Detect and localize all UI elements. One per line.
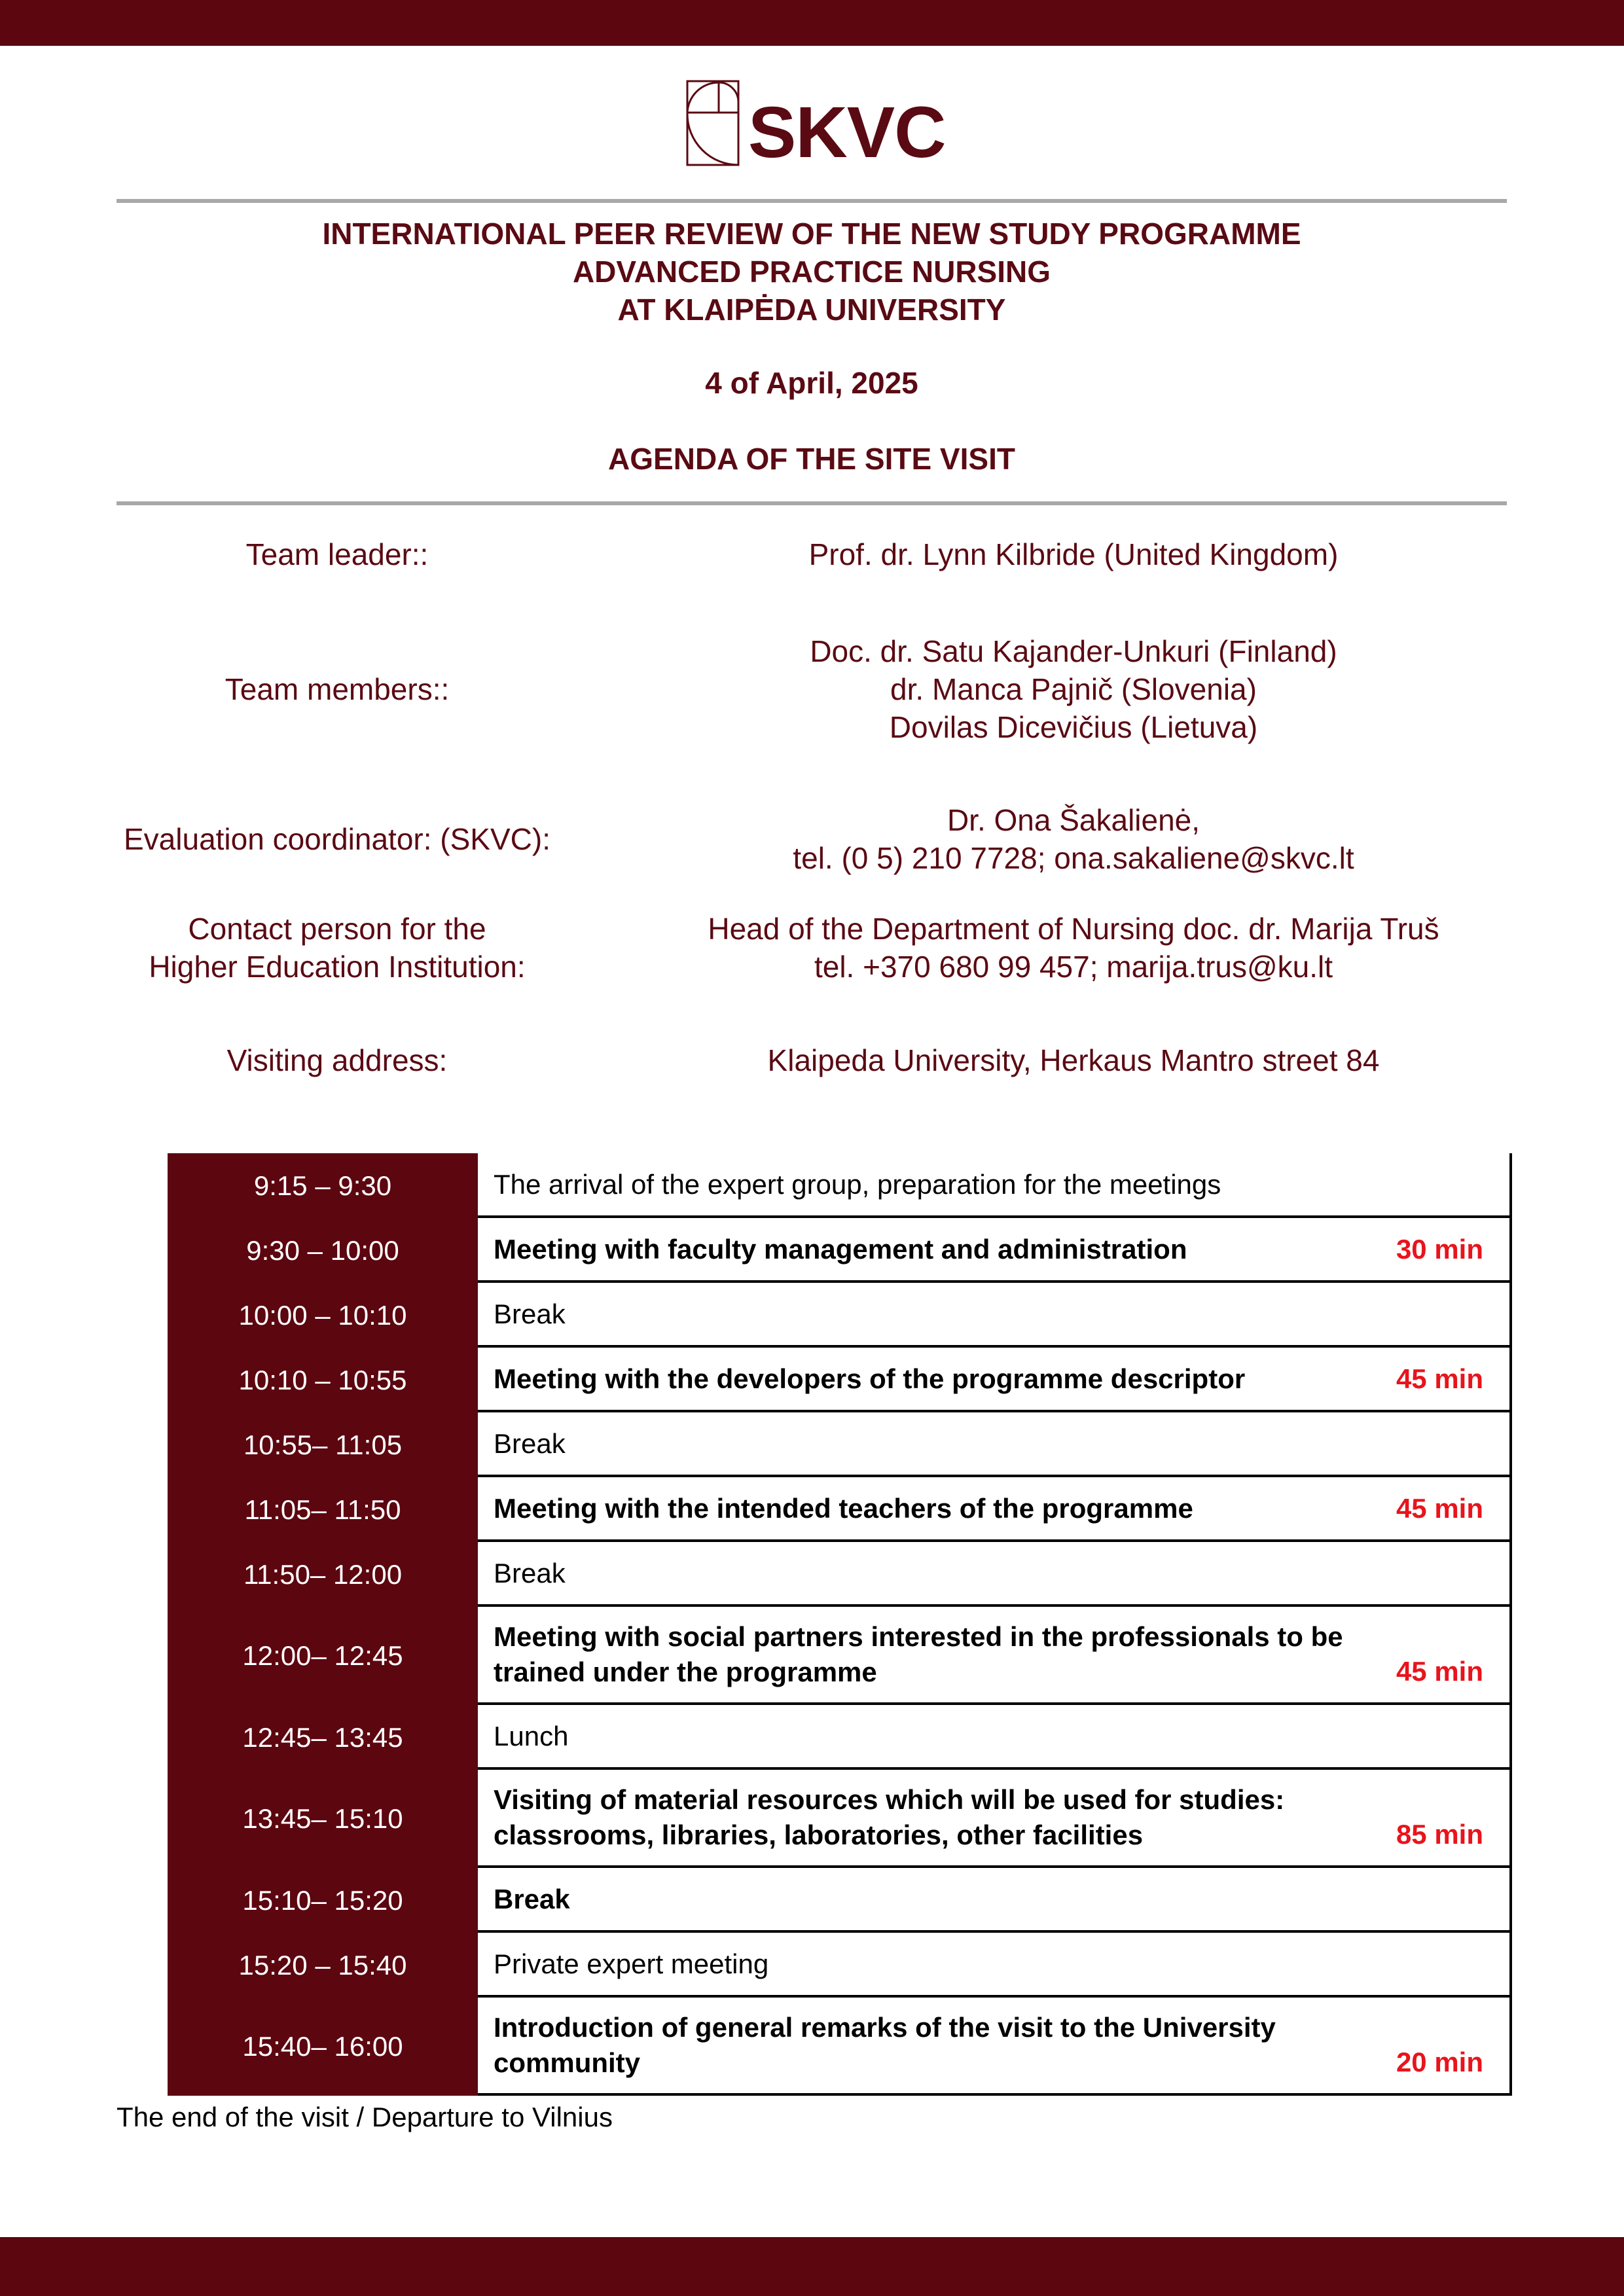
logo-text: SKVC bbox=[748, 92, 946, 173]
activity-cell bbox=[478, 1542, 1512, 1607]
time-slot: 15:40– 16:00 bbox=[168, 1998, 478, 2096]
title-line: INTERNATIONAL PEER REVIEW OF THE NEW STUDY PROGRAMME bbox=[322, 217, 1301, 251]
activity-text: Meeting with the intended teachers of the programme bbox=[494, 1492, 1193, 1524]
agenda-title: AGENDA OF THE SITE VISIT bbox=[608, 442, 1015, 476]
time-slot: 15:10– 15:20 bbox=[168, 1868, 478, 1933]
end-of-visit-note: The end of the visit / Departure to Vilnius bbox=[117, 2102, 613, 2132]
visit-date: 4 of April, 2025 bbox=[705, 366, 918, 400]
activity-text: Break bbox=[494, 1298, 566, 1329]
activity-cell bbox=[478, 1705, 1512, 1770]
schedule-row bbox=[168, 1542, 1512, 1607]
schedule-row bbox=[168, 1933, 1512, 1998]
header-rule-top bbox=[117, 199, 1507, 203]
team-members-label: Team members:: bbox=[225, 672, 450, 706]
time-slot: 12:45– 13:45 bbox=[168, 1705, 478, 1770]
schedule-row bbox=[168, 1770, 1512, 1868]
coordinator-value: Dr. Ona Šakalienė, tel. (0 5) 210 7728; ona.sakaliene@skvc.lt bbox=[793, 803, 1354, 875]
time-slot: 10:10 – 10:55 bbox=[168, 1348, 478, 1412]
activity-cell bbox=[478, 1218, 1512, 1283]
activity-cell bbox=[478, 1607, 1512, 1705]
time-slot: 15:20 – 15:40 bbox=[168, 1933, 478, 1998]
contact-person-label: Contact person for the Higher Education Institution: bbox=[149, 912, 526, 984]
activity-cell bbox=[478, 1153, 1512, 1218]
activity-cell bbox=[478, 1933, 1512, 1998]
time-slot: 11:05– 11:50 bbox=[168, 1477, 478, 1542]
schedule-row bbox=[168, 1218, 1512, 1283]
activity-cell bbox=[478, 1412, 1512, 1477]
activity-text: Meeting with the developers of the programme descriptor bbox=[494, 1363, 1246, 1394]
duration-label: 45 min bbox=[1396, 1363, 1483, 1394]
contact-person-value: Head of the Department of Nursing doc. dr. Marija Truš tel. +370 680 99 457; marija.trus@ku.lt bbox=[708, 912, 1439, 984]
programme-title bbox=[117, 215, 1507, 329]
time-slot: 10:55– 11:05 bbox=[168, 1412, 478, 1477]
time-slot: 11:50– 12:00 bbox=[168, 1542, 478, 1607]
visiting-address-value: Klaipeda University, Herkaus Mantro street 84 bbox=[767, 1043, 1380, 1077]
title-line: AT KLAIPĖDA UNIVERSITY bbox=[617, 293, 1006, 327]
activity-text: Break bbox=[494, 1883, 570, 1914]
duration-label: 45 min bbox=[1396, 1656, 1483, 1687]
duration-label: 30 min bbox=[1396, 1233, 1483, 1265]
time-slot: 12:00– 12:45 bbox=[168, 1607, 478, 1705]
time-slot: 13:45– 15:10 bbox=[168, 1770, 478, 1868]
activity-text: Meeting with faculty management and administration bbox=[494, 1233, 1187, 1265]
time-slot: 10:00 – 10:10 bbox=[168, 1283, 478, 1348]
visiting-address-label: Visiting address: bbox=[226, 1043, 448, 1077]
schedule-row bbox=[168, 1283, 1512, 1348]
schedule-row bbox=[168, 1412, 1512, 1477]
schedule-row bbox=[168, 1998, 1512, 2096]
activity-text: Break bbox=[494, 1427, 566, 1459]
team-leader-value: Prof. dr. Lynn Kilbride (United Kingdom) bbox=[808, 537, 1339, 571]
schedule-row bbox=[168, 1705, 1512, 1770]
activity-cell bbox=[478, 1477, 1512, 1542]
activity-text: Visiting of material resources which will be used for studies: classrooms, libraries, laboratories, other facilities bbox=[494, 1784, 1285, 1850]
activity-text: Break bbox=[494, 1557, 566, 1588]
duration-label: 20 min bbox=[1396, 2047, 1483, 2077]
header-rule-bottom bbox=[117, 501, 1507, 505]
activity-cell bbox=[478, 1868, 1512, 1933]
activity-text: Introduction of general remarks of the visit to the University community bbox=[494, 2012, 1276, 2078]
schedule-row bbox=[168, 1153, 1512, 1218]
schedule-row bbox=[168, 1477, 1512, 1542]
activity-text: Lunch bbox=[494, 1720, 569, 1751]
activity-cell bbox=[478, 1348, 1512, 1412]
activity-cell bbox=[478, 1283, 1512, 1348]
team-members-value: Doc. dr. Satu Kajander-Unkuri (Finland) dr. Manca Pajnič (Slovenia) Dovilas Dicevičius (Lietuva) bbox=[810, 634, 1337, 744]
title-line: ADVANCED PRACTICE NURSING bbox=[572, 255, 1051, 289]
activity-text: Meeting with social partners interested in the professionals to be trained under the programme bbox=[494, 1621, 1343, 1687]
schedule-row bbox=[168, 1607, 1512, 1705]
schedule-row bbox=[168, 1348, 1512, 1412]
time-slot: 9:30 – 10:00 bbox=[168, 1218, 478, 1283]
activity-text: Private expert meeting bbox=[494, 1948, 769, 1979]
team-leader-label: Team leader:: bbox=[245, 537, 429, 571]
duration-label: 85 min bbox=[1396, 1819, 1483, 1850]
bottom-band bbox=[0, 2237, 1624, 2296]
activity-cell bbox=[478, 1998, 1512, 2096]
activity-cell bbox=[478, 1770, 1512, 1868]
top-band bbox=[0, 0, 1624, 46]
time-slot: 9:15 – 9:30 bbox=[168, 1153, 478, 1218]
coordinator-label: Evaluation coordinator: (SKVC): bbox=[124, 822, 550, 856]
duration-label: 45 min bbox=[1396, 1492, 1483, 1524]
activity-text: The arrival of the expert group, preparation for the meetings bbox=[494, 1168, 1221, 1200]
schedule-row bbox=[168, 1868, 1512, 1933]
